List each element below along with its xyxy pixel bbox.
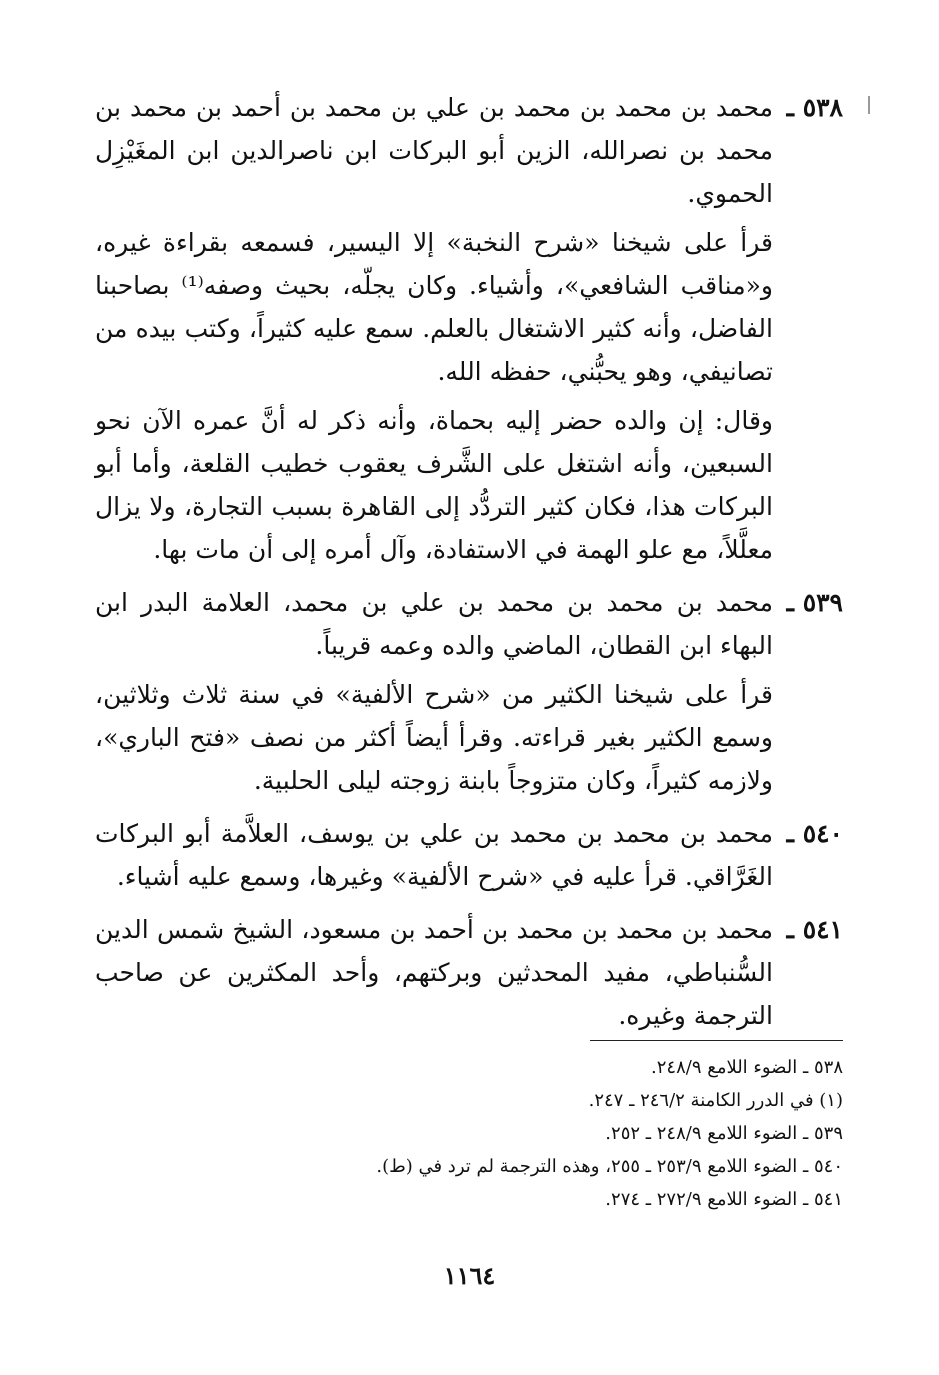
entry-paragraph: وقال: إن والده حضر إليه بحماة، وأنه ذكر له أنَّ عمره الآن نحو السبعين، وأنه اشتغل على الشَّرف يعقوب خطيب القلعة، وأما أبو البركات هذا، فكان كثير التردُّد إلى القاهرة بسبب التجارة، ولا يزال معلَّلاً، مع علو الهمة في الاستفادة، وآل أمره إلى أن مات بها.	[95, 406, 773, 564]
entry-number: ٥٤٠ ـ	[786, 819, 843, 848]
entry-heading-text: محمد بن محمد بن محمد بن أحمد بن مسعود، الشيخ شمس الدين السُّنباطي، مفيد المحدثين وبركتهم، وأحد المكثرين عن صاحب الترجمة وغيره.	[95, 915, 773, 1030]
entry-number: ٥٣٨ ـ	[786, 93, 843, 122]
entry-heading	[95, 908, 843, 1037]
entry-538	[95, 86, 843, 571]
entry-number: ٥٤١ ـ	[786, 915, 843, 944]
footnotes	[243, 1051, 843, 1216]
entry-heading	[95, 86, 843, 215]
footnote: ٥٤٠ ـ الضوء اللامع ٢٥٣/٩ ـ ٢٥٥، وهذه الترجمة لم ترد في (ط).	[376, 1156, 843, 1177]
entry-heading-text: محمد بن محمد بن محمد بن علي بن محمد، العلامة البدر ابن البهاء ابن القطان، الماضي والده وعمه قريباً.	[95, 588, 773, 660]
entry-heading	[95, 581, 843, 667]
entry-heading	[95, 812, 843, 898]
footnote: ٥٤١ ـ الضوء اللامع ٢٧٢/٩ ـ ٢٧٤.	[605, 1189, 843, 1210]
entry-539	[95, 581, 843, 802]
margin-mark	[868, 96, 870, 114]
entry-paragraph: قرأ على شيخنا الكثير من «شرح الألفية» في سنة ثلاث وثلاثين، وسمع الكثير بغير قراءته. وقرأ أيضاً أكثر من نصف «فتح الباري»، ولازمه كثيراً، وكان متزوجاً بابنة زوجته ليلى الحلبية.	[95, 680, 773, 795]
page-number: ١١٦٤	[443, 1261, 496, 1290]
entry-number: ٥٣٩ ـ	[786, 588, 843, 617]
entry-541	[95, 908, 843, 1037]
main-text	[95, 86, 843, 1047]
entry-540	[95, 812, 843, 898]
entry-heading-text: محمد بن محمد بن محمد بن علي بن محمد بن أحمد بن محمد بن محمد بن نصرالله، الزين أبو البركات ابن ناصرالدين ابن المغَيْزِل الحموي.	[95, 93, 773, 208]
footnote-divider	[590, 1040, 843, 1041]
footnote: ٥٣٨ ـ الضوء اللامع ٢٤٨/٩.	[651, 1057, 843, 1078]
entry-heading-text: محمد بن محمد بن محمد بن علي بن يوسف، العلاَّمة أبو البركات الغَرَّاقي. قرأ عليه في «شرح الألفية» وغيرها، وسمع عليه أشياء.	[95, 819, 773, 891]
entry-paragraph: قرأ على شيخنا «شرح النخبة» إلا اليسير، فسمعه بقراءة غيره، و«مناقب الشافعي»، وأشياء. وكان يجلّه، بحيث وصفه⁽¹⁾ بصاحبنا الفاضل، وأنه كثير الاشتغال بالعلم. سمع عليه كثيراً، وكتب بيده من تصانيفي، وهو يحبُّني، حفظه الله.	[95, 228, 773, 386]
footnote: (١) في الدرر الكامنة ٢٤٦/٢ ـ ٢٤٧.	[588, 1090, 843, 1111]
footnote: ٥٣٩ ـ الضوء اللامع ٢٤٨/٩ ـ ٢٥٢.	[605, 1123, 843, 1144]
